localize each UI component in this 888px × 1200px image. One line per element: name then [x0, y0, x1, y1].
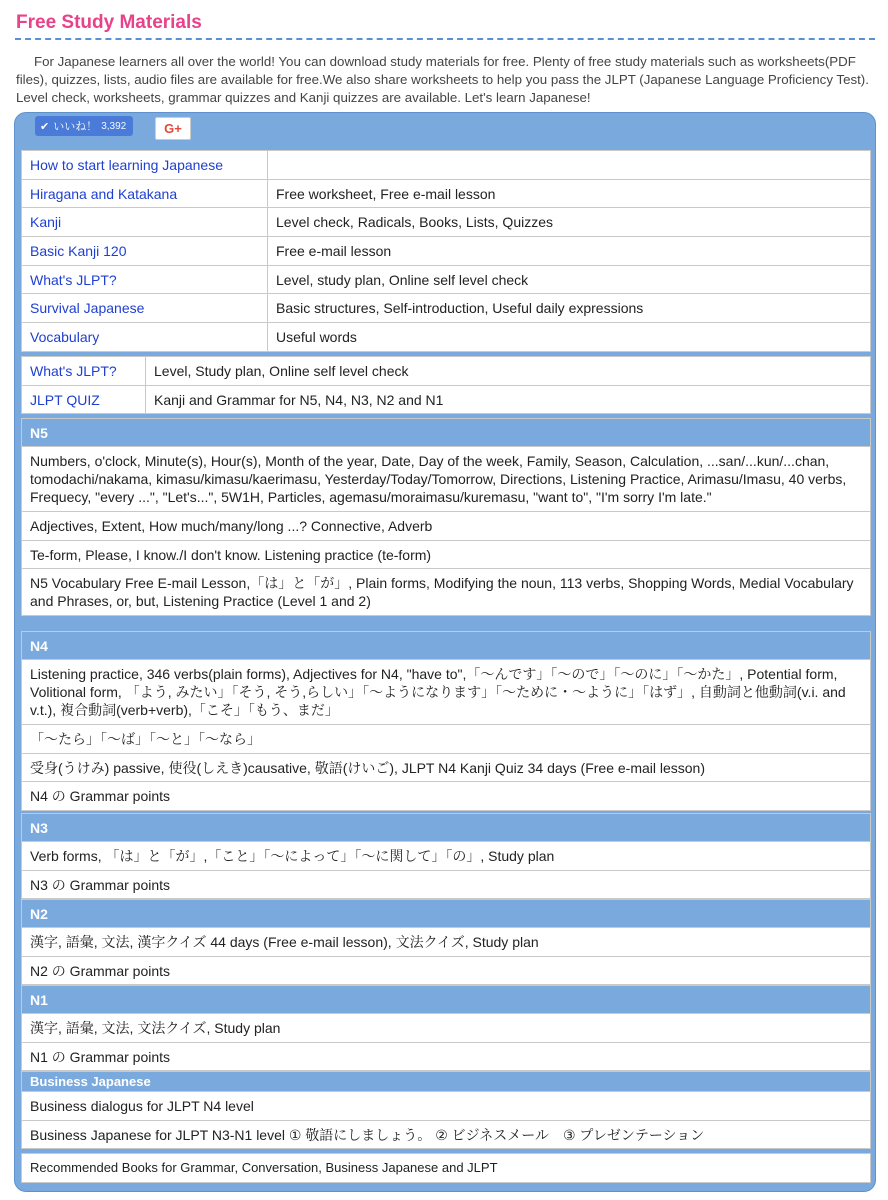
link-survival-japanese[interactable]: Survival Japanese — [22, 294, 268, 323]
row-desc: Level, study plan, Online self level check — [268, 265, 871, 294]
n4-table — [21, 631, 871, 811]
link-basic-kanji[interactable]: Basic Kanji 120 — [22, 237, 268, 266]
table-row — [22, 294, 871, 323]
table-row — [22, 357, 871, 386]
n4-grammar-link[interactable]: N4 の Grammar points — [22, 782, 871, 811]
jlpt-table — [21, 356, 871, 414]
section-heading-business: Business Japanese — [22, 1072, 871, 1092]
row-desc: Free e-mail lesson — [268, 237, 871, 266]
basics-table — [21, 150, 871, 352]
n5-topics-link[interactable]: Numbers, o'clock, Minute(s), Hour(s), Month of the year, Date, Day of the week, Family, Season, Calculation, ...san/...kun/...chan, tomodachi/nakama, kimasu/kimasu/kaerimasu, Yesterday/Today/Tomorrow, Directions, Listening Practice, Arimasu/Imasu, 40 verbs, Frequecy, "every ...", "Let's...", 5W1H, Particles, agemasu/moraimasu/kuremasu, "want to", "I'm sorry I'm late." — [22, 447, 871, 512]
section-heading-n2: N2 — [22, 900, 871, 928]
n2-grammar-link[interactable]: N2 の Grammar points — [22, 956, 871, 985]
table-row — [22, 151, 871, 180]
n2-table — [21, 899, 871, 985]
row-desc — [268, 151, 871, 180]
link-jlpt-quiz[interactable]: JLPT QUIZ — [22, 385, 146, 414]
row-desc: Kanji and Grammar for N5, N4, N3, N2 and N1 — [146, 385, 871, 414]
business-dialogs-link[interactable]: Business dialogus for JLPT N4 level — [22, 1092, 871, 1121]
google-plus-button[interactable]: G+ — [155, 117, 191, 140]
section-heading-n5: N5 — [22, 419, 871, 447]
n1-grammar-link[interactable]: N1 の Grammar points — [22, 1042, 871, 1071]
business-n3-n1-link[interactable]: Business Japanese for JLPT N3-N1 level ① 敬語にしましょう。 ② ビジネスメール ③ プレゼンテーション — [22, 1120, 871, 1149]
link-whats-jlpt[interactable]: What's JLPT? — [22, 265, 268, 294]
row-desc: Basic structures, Self-introduction, Useful daily expressions — [268, 294, 871, 323]
row-desc: Level check, Radicals, Books, Lists, Quizzes — [268, 208, 871, 237]
recommended-books-link[interactable]: Recommended Books for Grammar, Conversation, Business Japanese and JLPT — [22, 1154, 871, 1183]
n3-verb-forms-link[interactable]: Verb forms, 「は」と「が」,「こと」「〜によって」「〜に関して」「の」, Study plan — [22, 842, 871, 871]
n4-passive-link[interactable]: 受身(うけみ) passive, 使役(しえき)causative, 敬語(けいご), JLPT N4 Kanji Quiz 34 days (Free e-mail lesson) — [22, 753, 871, 782]
table-row — [22, 208, 871, 237]
n5-adjectives-link[interactable]: Adjectives, Extent, How much/many/long ...? Connective, Adverb — [22, 512, 871, 541]
section-heading-n3: N3 — [22, 814, 871, 842]
table-row — [22, 385, 871, 414]
table-row — [22, 237, 871, 266]
table-row — [22, 323, 871, 352]
n3-table — [21, 813, 871, 899]
section-heading-n1: N1 — [22, 986, 871, 1014]
n1-table — [21, 985, 871, 1071]
row-desc: Level, Study plan, Online self level check — [146, 357, 871, 386]
n4-conditionals-link[interactable]: 「〜たら」「〜ば」「〜と」「〜なら」 — [22, 725, 871, 754]
link-vocabulary[interactable]: Vocabulary — [22, 323, 268, 352]
n1-kanji-link[interactable]: 漢字, 語彙, 文法, 文法クイズ, Study plan — [22, 1014, 871, 1043]
intro-text: For Japanese learners all over the world! You can download study materials for free. Plenty of free study materials such as worksheets(PDF files), quizzes, lists, audio files are available for free.We also share worksheets to help you pass the JLPT (Japanese Language Proficiency Test). Level check, worksheets, grammar quizzes and Kanji quizzes are available. Let's learn Japanese! — [16, 54, 869, 105]
n5-te-form-link[interactable]: Te-form, Please, I know./I don't know. Listening practice (te-form) — [22, 540, 871, 569]
checkmark-icon: ✔ — [40, 120, 50, 133]
materials-panel — [14, 112, 876, 1192]
n5-vocabulary-link[interactable]: N5 Vocabulary Free E-mail Lesson,「は」と「が」, Plain forms, Modifying the noun, 113 verbs, Shopping Words, Medial Vocabulary and Phrases, or, but, Listening Practice (Level 1 and 2) — [22, 569, 871, 616]
link-kanji[interactable]: Kanji — [22, 208, 268, 237]
like-count: 3,392 — [101, 120, 127, 132]
n5-table — [21, 418, 871, 616]
link-how-to-start[interactable]: How to start learning Japanese — [22, 151, 268, 180]
table-row — [22, 179, 871, 208]
page-title: Free Study Materials — [16, 12, 202, 33]
title-divider — [15, 38, 875, 40]
row-desc: Useful words — [268, 323, 871, 352]
n3-grammar-link[interactable]: N3 の Grammar points — [22, 870, 871, 899]
n2-kanji-link[interactable]: 漢字, 語彙, 文法, 漢字クイズ 44 days (Free e-mail lesson), 文法クイズ, Study plan — [22, 928, 871, 957]
section-heading-n4: N4 — [22, 632, 871, 660]
table-row — [22, 265, 871, 294]
n4-topics-link[interactable]: Listening practice, 346 verbs(plain forms), Adjectives for N4, "have to",「〜んです」「〜ので」「〜のに」「〜かた」, Potential form, Volitional form, 「よう, みたい」「そう, そう,らしい」「〜ようになります」「〜ために・〜ように」「はず」, 自動詞と他動詞(v.i. and v.t.), 複合動詞(verb+verb),「こそ」「もう、まだ」 — [22, 660, 871, 725]
row-desc: Free worksheet, Free e-mail lesson — [268, 179, 871, 208]
like-label: いいね！ — [53, 121, 98, 133]
like-button[interactable] — [35, 116, 133, 136]
business-table — [21, 1071, 871, 1149]
books-table — [21, 1153, 871, 1183]
link-whats-jlpt-2[interactable]: What's JLPT? — [22, 357, 146, 386]
link-hiragana-katakana[interactable]: Hiragana and Katakana — [22, 179, 268, 208]
